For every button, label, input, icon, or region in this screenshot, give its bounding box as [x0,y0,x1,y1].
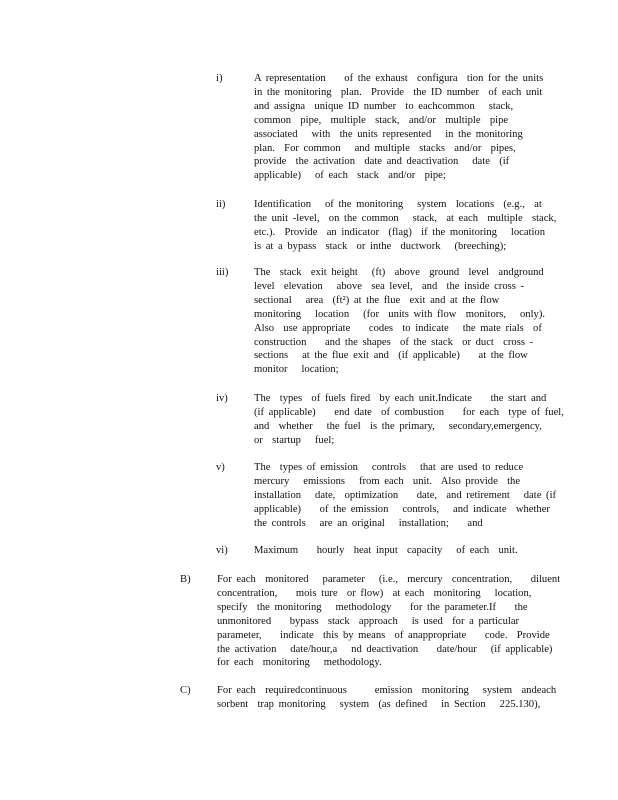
text-line: applicable) of each stack and/or pipe; [254,170,446,182]
list-marker: vi) [216,545,228,556]
text-line: parameter, indicate this by means of anappropriate code. Provide [217,629,550,641]
list-marker: iii) [216,267,229,278]
text-line: in the monitoring plan. Provide the ID number of each unit [254,86,543,98]
list-item-text [254,544,544,558]
list-item-text [254,461,557,531]
list-item-text [254,392,564,448]
list-marker: v) [216,462,225,473]
text-line: and whether the fuel is the primary, secondary,emergency, [254,420,542,432]
list-marker: iv) [216,393,228,404]
text-line: Maximum hourly heat input capacity of each unit. [254,545,518,556]
text-line: for each monitoring methodology. [217,657,382,669]
text-line: For each requiredcontinuous emission monitoring system andeach [217,685,557,696]
text-line: applicable) of the emission controls, and indicate whether [254,503,550,515]
text-line: provide the activation date and deactivation date (if [254,156,510,168]
text-line: mercury emissions from each unit. Also provide the [254,475,521,487]
text-line: is at a bypass stack or inthe ductwork (breeching); [254,240,507,252]
list-marker: B) [180,574,191,585]
text-line: The types of fuels fired by each unit.Indicate the start and [254,393,547,404]
list-item-text [254,266,544,377]
list-marker: ii) [216,199,226,210]
text-line: concentration, mois ture or flow) at each monitoring location, [217,587,532,599]
text-line: and assigna unique ID number to eachcommon stack, [254,100,514,112]
list-item-text [254,72,544,183]
text-line: the controls are an original installation; and [254,517,483,529]
text-line: plan. For common and multiple stacks and/or pipes, [254,142,516,154]
text-line: Also use appropriate codes to indicate the mate rials of [254,322,542,334]
text-line: etc.). Provide an indicator (flag) if the monitoring location [254,226,546,238]
text-line: or startup fuel; [254,434,335,446]
list-item-text [217,573,561,670]
text-line: specify the monitoring methodology for the parameter.If the [217,601,528,613]
text-line: monitoring location (for units with flow monitors, only). [254,308,545,320]
text-line: associated with the units represented in the monitoring [254,128,523,140]
list-item-text [217,684,557,712]
text-line: A representation of the exhaust configura tion for the units [254,73,544,84]
text-line: The stack exit height (ft) above ground level andground [254,267,544,278]
text-line: construction and the shapes of the stack or duct cross - [254,336,534,348]
text-line: level elevation above sea level, and the inside cross - [254,280,525,292]
text-line: monitor location; [254,364,339,376]
text-line: unmonitored bypass stack approach is used for a particular [217,615,520,627]
text-line: Identification of the monitoring system locations (e.g., at [254,199,542,210]
text-line: the activation date/hour,a nd deactivation date/hour (if applicable) [217,643,553,655]
list-item-text [254,198,557,254]
text-line: For each monitored parameter (i.e., mercury concentration, diluent [217,574,561,585]
list-marker: C) [180,685,191,696]
text-line: sorbent trap monitoring system (as defined in Section 225.130), [217,698,541,710]
text-line: common pipe, multiple stack, and/or multiple pipe [254,114,509,126]
text-line: the unit -level, on the common stack, at each multiple stack, [254,212,557,224]
list-marker: i) [216,73,223,84]
text-line: The types of emission controls that are used to reduce [254,462,524,473]
text-line: installation date, optimization date, and retirement date (if [254,489,557,501]
text-line: sectional area (ft²) at the flue exit and at the flow [254,294,500,306]
text-line: (if applicable) end date of combustion for each type of fuel, [254,406,564,418]
text-line: sections at the flue exit and (if applicable) at the flow [254,350,528,362]
